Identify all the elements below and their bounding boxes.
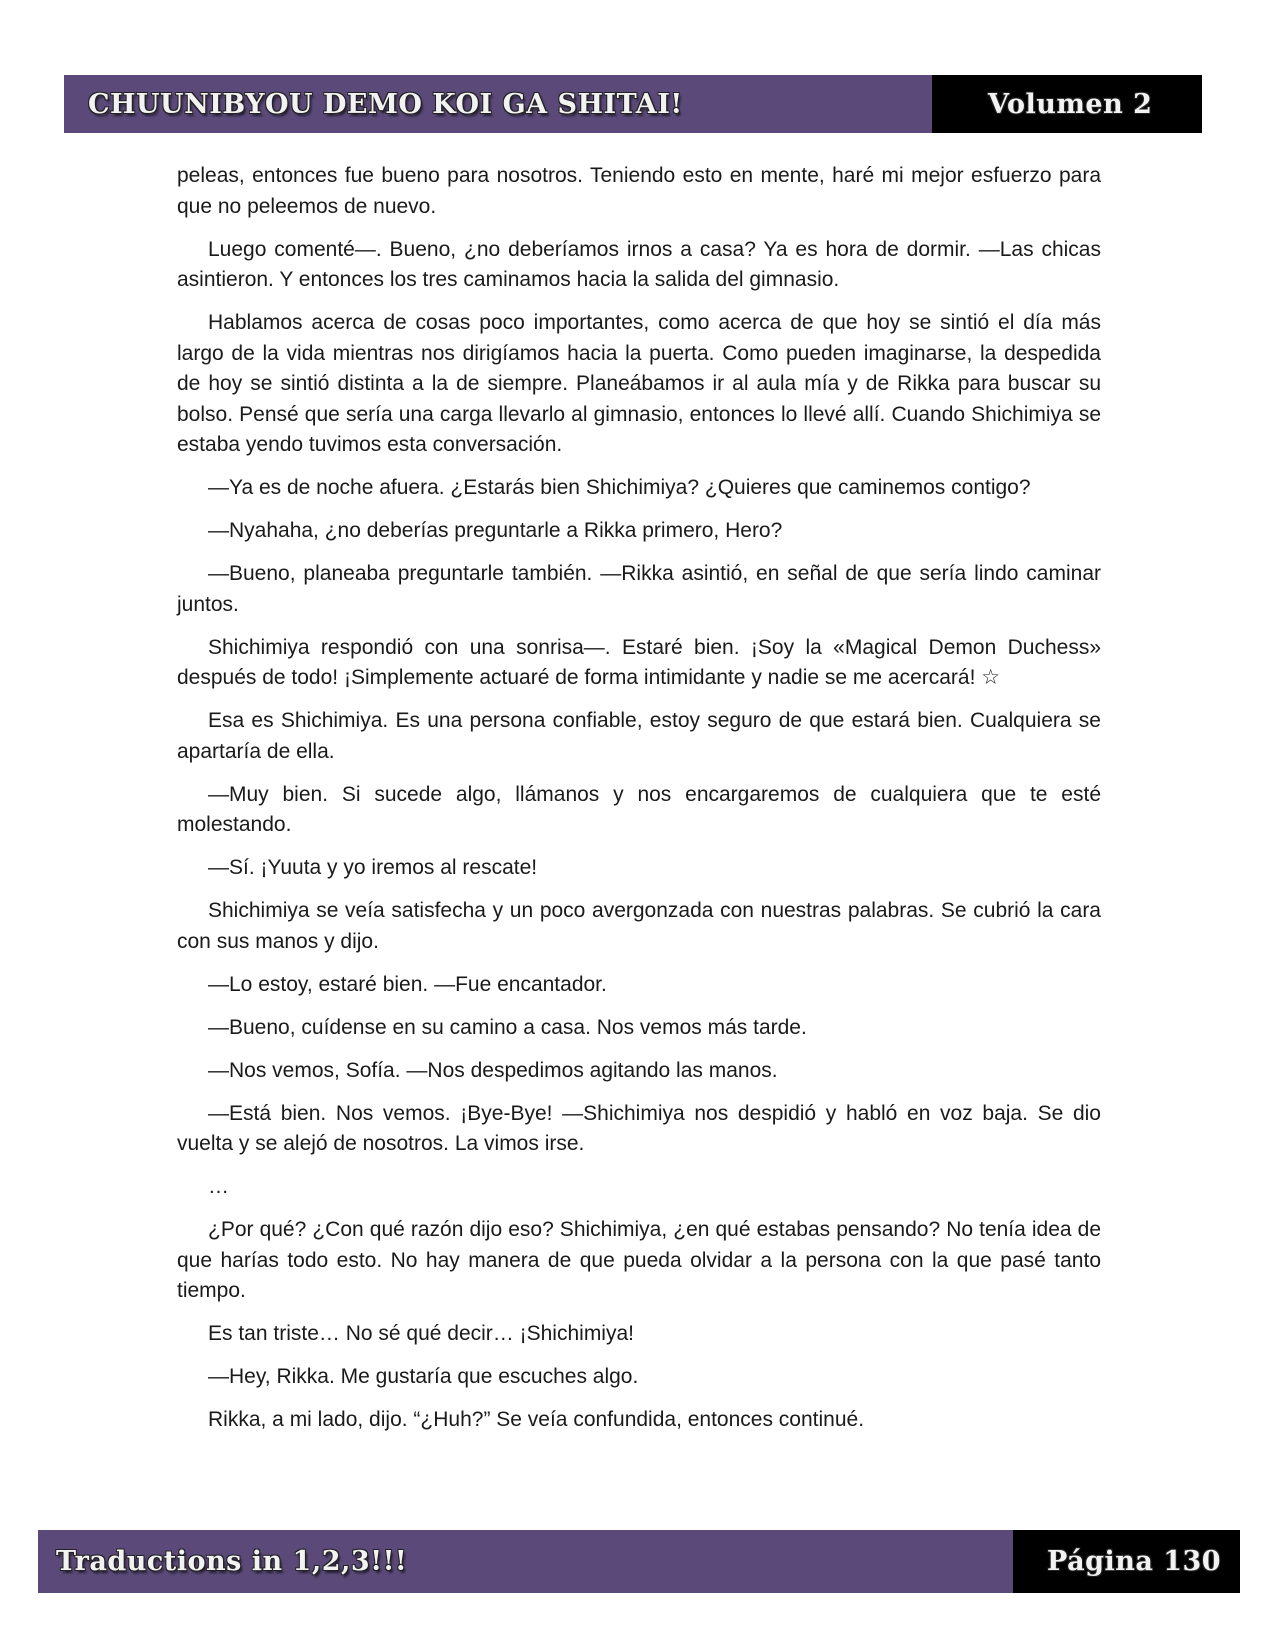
paragraph: —Bueno, planeaba preguntarle también. —Rikka asintió, en señal de que sería lindo caminar juntos. [177,562,1101,616]
page-header [64,75,1202,133]
paragraph: Shichimiya respondió con una sonrisa—. Estaré bien. ¡Soy la «Magical Demon Duchess» después de todo! ¡Simplemente actuaré de forma intimidante y nadie se me acercará! ☆ [177,635,1101,689]
paragraph: —Bueno, cuídense en su camino a casa. Nos vemos más tarde. [208,1015,807,1039]
paragraph: ¿Por qué? ¿Con qué razón dijo eso? Shichimiya, ¿en qué estabas pensando? No tenía idea de que harías todo esto. No hay manera de que pueda olvidar a la persona con la que pasé tanto tiempo. [177,1218,1101,1302]
book-title: CHUUNIBYOU DEMO KOI GA SHITAI! [88,88,683,120]
paragraph: —Lo estoy, estaré bien. —Fue encantador. [208,972,607,996]
paragraph: —Está bien. Nos vemos. ¡Bye-Bye! —Shichimiya nos despidió y habló en voz baja. Se dio vuelta y se alejó de nosotros. La vimos irse. [177,1101,1101,1155]
paragraph: Es tan triste… No sé qué decir… ¡Shichimiya! [208,1322,634,1345]
paragraph: —Sí. ¡Yuuta y yo iremos al rescate! [208,856,538,879]
paragraph: Luego comenté—. Bueno, ¿no deberíamos irnos a casa? Ya es hora de dormir. —Las chicas asintieron. Y entonces los tres caminamos hacia la salida del gimnasio. [177,237,1101,291]
paragraph: —Nyahaha, ¿no deberías preguntarle a Rikka primero, Hero? [208,519,783,542]
header-title-band [64,75,932,133]
paragraph: Rikka, a mi lado, dijo. “¿Huh?” Se veía confundida, entonces continué. [208,1408,865,1431]
paragraph: —Muy bien. Si sucede algo, llámanos y nos encargaremos de cualquiera que te esté molestando. [177,782,1101,836]
page-number: Página 130 [1047,1546,1222,1577]
ellipsis-paragraph: … [208,1175,229,1198]
footer-group-band [38,1530,1013,1593]
paragraph: —Hey, Rikka. Me gustaría que escuches algo. [208,1365,639,1388]
page-body [177,161,1101,1448]
footer-page-band [1013,1530,1240,1593]
paragraph: peleas, entonces fue bueno para nosotros. Teniendo esto en mente, haré mi mejor esfuerzo para que no peleemos de nuevo. [177,164,1101,218]
volume-label: Volumen 2 [988,88,1153,120]
header-volume-band [932,75,1202,133]
paragraph: Shichimiya se veía satisfecha y un poco avergonzada con nuestras palabras. Se cubrió la cara con sus manos y dijo. [177,899,1101,953]
paragraph: Hablamos acerca de cosas poco importantes, como acerca de que hoy se sintió el día más largo de la vida mientras nos dirigíamos hacia la puerta. Como pueden imaginarse, la despedida de hoy se sintió distinta a la de siempre. Planeábamos ir al aula mía y de Rikka para buscar su bolso. Pensé que sería una carga llevarlo al gimnasio, entonces lo llevé allí. Cuando Shichimiya se estaba yendo tuvimos esta conversación. [177,311,1101,456]
translation-group: Traductions in 1,2,3!!! [56,1546,408,1577]
paragraph: Esa es Shichimiya. Es una persona confiable, estoy seguro de que estará bien. Cualquiera se apartaría de ella. [177,709,1101,763]
page-footer [38,1530,1240,1593]
paragraph: —Nos vemos, Sofía. —Nos despedimos agitando las manos. [208,1058,778,1082]
paragraph: —Ya es de noche afuera. ¿Estarás bien Shichimiya? ¿Quieres que caminemos contigo? [208,476,1031,499]
